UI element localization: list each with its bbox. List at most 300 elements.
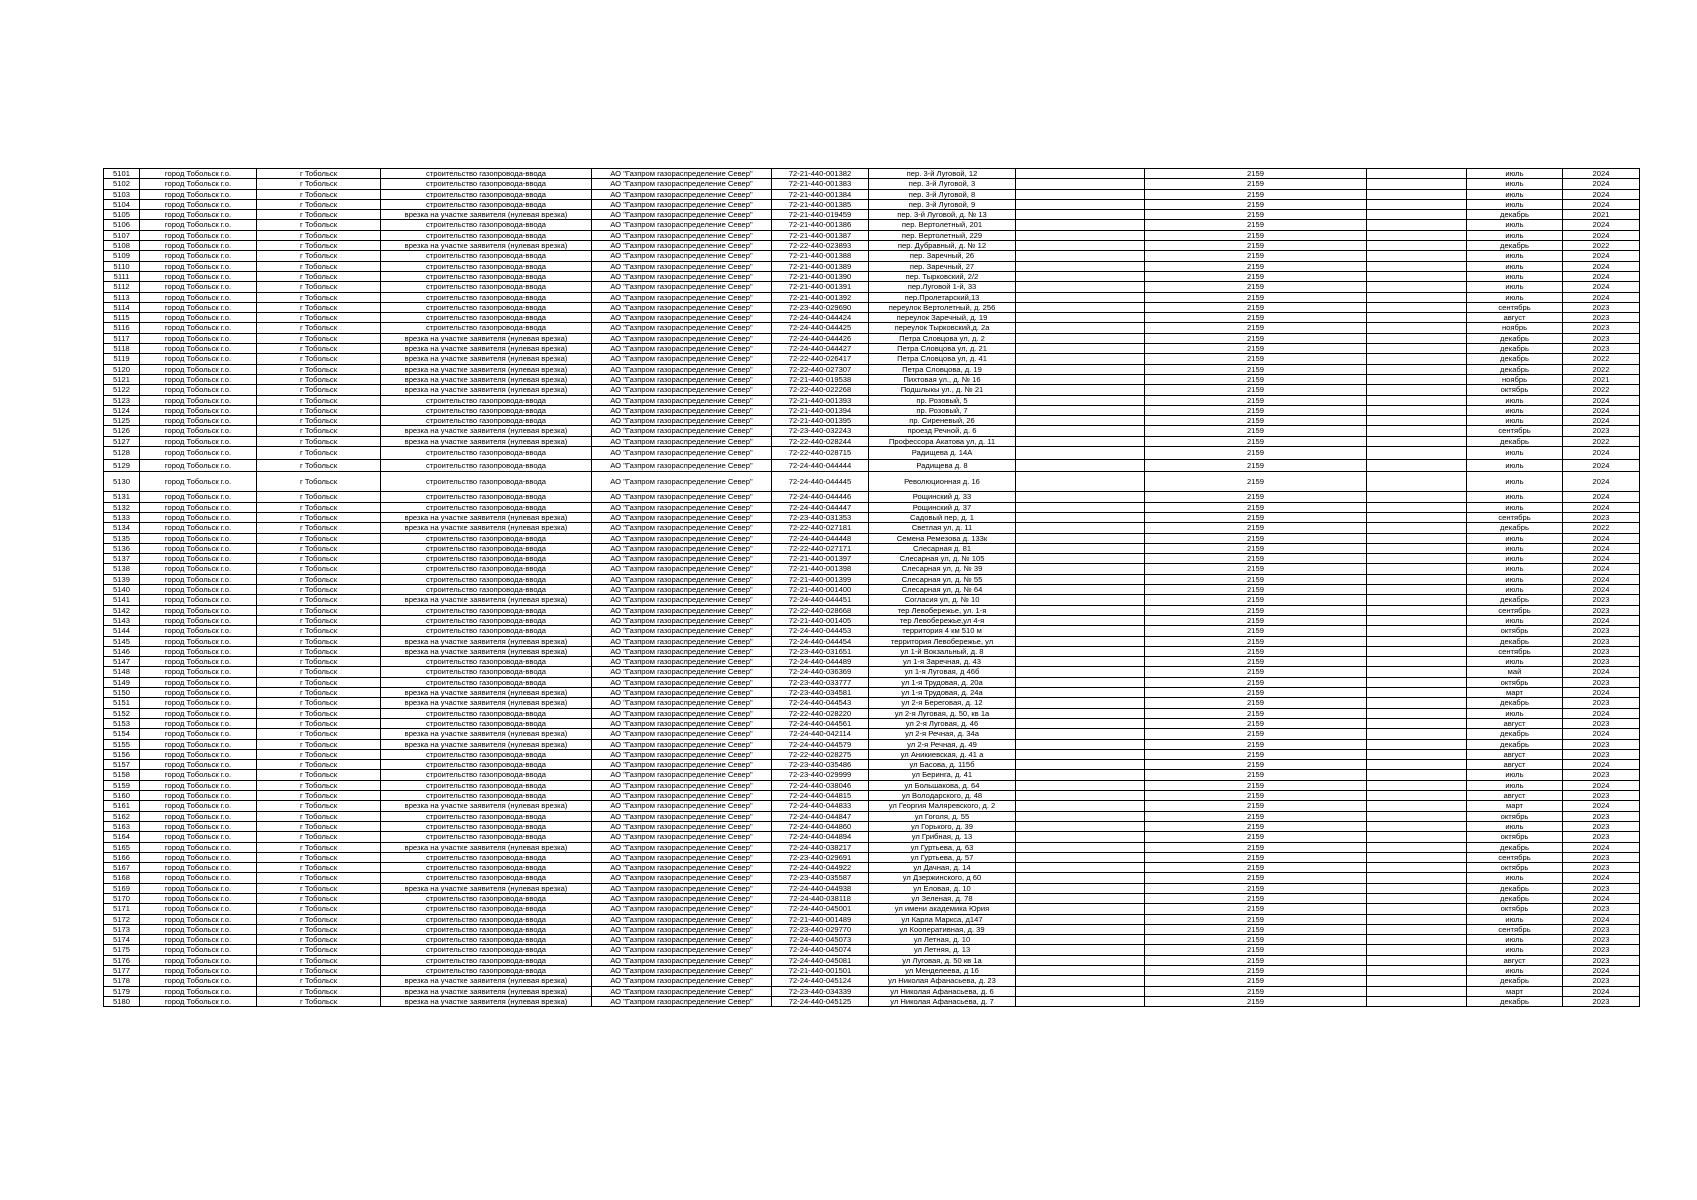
cell-year: 2023 (1563, 426, 1640, 436)
cell-row-number: 5178 (104, 976, 140, 986)
cell-year: 2023 (1563, 976, 1640, 986)
cell-row-number: 5114 (104, 302, 140, 312)
cell-code: 2159 (1145, 791, 1367, 801)
cell-settlement: г Тобольск (257, 811, 381, 821)
cell-code: 2159 (1145, 677, 1367, 687)
cell-work-type: врезка на участке заявителя (нулевая врезка) (381, 801, 592, 811)
cell-address: ул Аникиевская, д. 41 а (869, 749, 1016, 759)
cell-settlement: г Тобольск (257, 904, 381, 914)
cell-address: пер. Заречный, 26 (869, 251, 1016, 261)
cell-settlement: г Тобольск (257, 832, 381, 842)
cell-code: 2159 (1145, 574, 1367, 584)
cell-settlement: г Тобольск (257, 595, 381, 605)
cell-row-number: 5102 (104, 179, 140, 189)
table-row (104, 374, 1640, 384)
cell-row-number: 5180 (104, 996, 140, 1006)
cell-address: Петра Словцова, д. 19 (869, 364, 1016, 374)
cell-work-type: врезка на участке заявителя (нулевая врезка) (381, 354, 592, 364)
cell-year: 2024 (1563, 271, 1640, 281)
cell-address: ул Грибная, д. 13 (869, 832, 1016, 842)
cell-organization: АО "Газпром газораспределение Север" (592, 966, 772, 976)
cell-year: 2022 (1563, 523, 1640, 533)
cell-month: август (1467, 749, 1563, 759)
cell-empty-col (1016, 615, 1145, 625)
cell-row-number: 5137 (104, 554, 140, 564)
cell-row-number: 5145 (104, 636, 140, 646)
cell-year: 2024 (1563, 801, 1640, 811)
cell-settlement: г Тобольск (257, 513, 381, 523)
table-row (104, 405, 1640, 415)
cell-organization: АО "Газпром газораспределение Север" (592, 657, 772, 667)
cell-address: Светлая ул, д. 11 (869, 523, 1016, 533)
cell-work-type: строительство газопровода-ввода (381, 677, 592, 687)
cell-address: Радищева д. 14А (869, 447, 1016, 460)
cell-code: 2159 (1145, 513, 1367, 523)
cell-month: июль (1467, 395, 1563, 405)
cell-row-number: 5173 (104, 924, 140, 934)
cell-empty-col (1016, 405, 1145, 415)
cell-settlement: г Тобольск (257, 333, 381, 343)
cell-work-type: строительство газопровода-ввода (381, 169, 592, 179)
cell-municipality: город Тобольск г.о. (140, 364, 257, 374)
cell-empty-col-2 (1367, 533, 1467, 543)
cell-row-number: 5168 (104, 873, 140, 883)
cell-organization: АО "Газпром газораспределение Север" (592, 513, 772, 523)
cell-code: 2159 (1145, 935, 1367, 945)
cell-work-type: строительство газопровода-ввода (381, 261, 592, 271)
cell-empty-col (1016, 241, 1145, 251)
cell-month: декабрь (1467, 210, 1563, 220)
cell-month: июль (1467, 416, 1563, 426)
cell-municipality: город Тобольск г.о. (140, 502, 257, 512)
cell-organization: АО "Газпром газораспределение Север" (592, 821, 772, 831)
cell-work-type: строительство газопровода-ввода (381, 313, 592, 323)
cell-municipality: город Тобольск г.о. (140, 636, 257, 646)
table-row (104, 821, 1640, 831)
cell-empty-col-2 (1367, 189, 1467, 199)
cell-empty-col (1016, 282, 1145, 292)
cell-code: 2159 (1145, 945, 1367, 955)
cell-month: сентябрь (1467, 646, 1563, 656)
cell-organization: АО "Газпром газораспределение Север" (592, 426, 772, 436)
cell-empty-col (1016, 292, 1145, 302)
cell-month: июль (1467, 935, 1563, 945)
cell-work-type: строительство газопровода-ввода (381, 251, 592, 261)
cell-empty-col (1016, 502, 1145, 512)
cell-request-number: 72-24-440-044451 (772, 595, 869, 605)
table-row (104, 199, 1640, 209)
cell-row-number: 5104 (104, 199, 140, 209)
cell-empty-col (1016, 199, 1145, 209)
cell-address: пер. Вертолетный, 201 (869, 220, 1016, 230)
cell-work-type: строительство газопровода-ввода (381, 811, 592, 821)
cell-address: ул Гуртьева, д. 63 (869, 842, 1016, 852)
cell-address: ул Дачная, д. 14 (869, 863, 1016, 873)
cell-empty-col (1016, 698, 1145, 708)
cell-municipality: город Тобольск г.о. (140, 385, 257, 395)
cell-code: 2159 (1145, 169, 1367, 179)
cell-request-number: 72-21-440-001392 (772, 292, 869, 302)
cell-request-number: 72-21-440-001394 (772, 405, 869, 415)
cell-municipality: город Тобольск г.о. (140, 230, 257, 240)
table-row (104, 760, 1640, 770)
cell-row-number: 5101 (104, 169, 140, 179)
table-row (104, 626, 1640, 636)
cell-settlement: г Тобольск (257, 863, 381, 873)
cell-work-type: строительство газопровода-ввода (381, 821, 592, 831)
cell-organization: АО "Газпром газораспределение Север" (592, 302, 772, 312)
cell-empty-col (1016, 344, 1145, 354)
cell-code: 2159 (1145, 333, 1367, 343)
cell-empty-col (1016, 914, 1145, 924)
cell-year: 2024 (1563, 395, 1640, 405)
table-row (104, 770, 1640, 780)
cell-code: 2159 (1145, 646, 1367, 656)
cell-empty-col (1016, 533, 1145, 543)
cell-row-number: 5140 (104, 585, 140, 595)
cell-month: декабрь (1467, 636, 1563, 646)
cell-empty-col-2 (1367, 523, 1467, 533)
cell-year: 2024 (1563, 729, 1640, 739)
cell-code: 2159 (1145, 780, 1367, 790)
cell-empty-col-2 (1367, 935, 1467, 945)
cell-settlement: г Тобольск (257, 935, 381, 945)
cell-municipality: город Тобольск г.о. (140, 801, 257, 811)
cell-organization: АО "Газпром газораспределение Север" (592, 832, 772, 842)
cell-row-number: 5158 (104, 770, 140, 780)
cell-organization: АО "Газпром газораспределение Север" (592, 210, 772, 220)
cell-work-type: врезка на участке заявителя (нулевая врезка) (381, 976, 592, 986)
cell-code: 2159 (1145, 595, 1367, 605)
cell-year: 2024 (1563, 873, 1640, 883)
cell-work-type: врезка на участке заявителя (нулевая врезка) (381, 595, 592, 605)
table-row (104, 220, 1640, 230)
cell-municipality: город Тобольск г.о. (140, 533, 257, 543)
cell-request-number: 72-21-440-001400 (772, 585, 869, 595)
cell-request-number: 72-21-440-001397 (772, 554, 869, 564)
cell-request-number: 72-24-440-044561 (772, 718, 869, 728)
cell-settlement: г Тобольск (257, 230, 381, 240)
cell-request-number: 72-23-440-032243 (772, 426, 869, 436)
cell-empty-col-2 (1367, 852, 1467, 862)
cell-year: 2023 (1563, 333, 1640, 343)
cell-organization: АО "Газпром газораспределение Север" (592, 502, 772, 512)
cell-organization: АО "Газпром газораспределение Север" (592, 374, 772, 384)
cell-empty-col (1016, 513, 1145, 523)
cell-code: 2159 (1145, 852, 1367, 862)
cell-empty-col (1016, 791, 1145, 801)
cell-empty-col (1016, 708, 1145, 718)
cell-row-number: 5154 (104, 729, 140, 739)
cell-year: 2024 (1563, 502, 1640, 512)
cell-work-type: врезка на участке заявителя (нулевая врезка) (381, 646, 592, 656)
cell-request-number: 72-21-440-001398 (772, 564, 869, 574)
cell-month: июль (1467, 585, 1563, 595)
cell-settlement: г Тобольск (257, 271, 381, 281)
cell-municipality: город Тобольск г.о. (140, 605, 257, 615)
cell-settlement: г Тобольск (257, 543, 381, 553)
cell-settlement: г Тобольск (257, 585, 381, 595)
cell-row-number: 5127 (104, 436, 140, 446)
cell-municipality: город Тобольск г.о. (140, 405, 257, 415)
cell-municipality: город Тобольск г.о. (140, 395, 257, 405)
cell-year: 2023 (1563, 718, 1640, 728)
cell-empty-col-2 (1367, 426, 1467, 436)
cell-settlement: г Тобольск (257, 770, 381, 780)
cell-request-number: 72-24-440-045125 (772, 996, 869, 1006)
cell-empty-col-2 (1367, 986, 1467, 996)
cell-code: 2159 (1145, 863, 1367, 873)
table-row (104, 966, 1640, 976)
cell-organization: АО "Газпром газораспределение Север" (592, 492, 772, 502)
cell-row-number: 5172 (104, 914, 140, 924)
table-row (104, 893, 1640, 903)
table-row (104, 354, 1640, 364)
cell-request-number: 72-24-440-044543 (772, 698, 869, 708)
cell-empty-col (1016, 739, 1145, 749)
cell-organization: АО "Газпром газораспределение Север" (592, 313, 772, 323)
cell-municipality: город Тобольск г.о. (140, 811, 257, 821)
cell-month: декабрь (1467, 354, 1563, 364)
cell-settlement: г Тобольск (257, 426, 381, 436)
cell-organization: АО "Газпром газораспределение Север" (592, 842, 772, 852)
cell-settlement: г Тобольск (257, 554, 381, 564)
cell-municipality: город Тобольск г.о. (140, 344, 257, 354)
cell-empty-col (1016, 760, 1145, 770)
table-row (104, 385, 1640, 395)
cell-year: 2024 (1563, 251, 1640, 261)
cell-settlement: г Тобольск (257, 261, 381, 271)
cell-settlement: г Тобольск (257, 945, 381, 955)
cell-address: Петра Словцова ул, д. 41 (869, 354, 1016, 364)
cell-municipality: город Тобольск г.о. (140, 271, 257, 281)
cell-row-number: 5119 (104, 354, 140, 364)
cell-organization: АО "Газпром газораспределение Север" (592, 718, 772, 728)
cell-code: 2159 (1145, 199, 1367, 209)
cell-row-number: 5144 (104, 626, 140, 636)
cell-request-number: 72-21-440-019538 (772, 374, 869, 384)
cell-empty-col (1016, 564, 1145, 574)
table-row (104, 646, 1640, 656)
cell-empty-col (1016, 302, 1145, 312)
cell-settlement: г Тобольск (257, 791, 381, 801)
cell-row-number: 5110 (104, 261, 140, 271)
cell-month: июль (1467, 873, 1563, 883)
cell-year: 2023 (1563, 811, 1640, 821)
cell-year: 2023 (1563, 935, 1640, 945)
table-row (104, 811, 1640, 821)
cell-address: пер. Заречный, 27 (869, 261, 1016, 271)
cell-settlement: г Тобольск (257, 605, 381, 615)
cell-request-number: 72-23-440-035587 (772, 873, 869, 883)
cell-settlement: г Тобольск (257, 405, 381, 415)
cell-municipality: город Тобольск г.о. (140, 883, 257, 893)
cell-empty-col-2 (1367, 718, 1467, 728)
cell-municipality: город Тобольск г.о. (140, 780, 257, 790)
cell-month: март (1467, 688, 1563, 698)
cell-empty-col-2 (1367, 210, 1467, 220)
cell-year: 2023 (1563, 749, 1640, 759)
cell-work-type: врезка на участке заявителя (нулевая врезка) (381, 636, 592, 646)
cell-code: 2159 (1145, 605, 1367, 615)
table-row (104, 502, 1640, 512)
cell-work-type: строительство газопровода-ввода (381, 189, 592, 199)
cell-municipality: город Тобольск г.о. (140, 976, 257, 986)
cell-request-number: 72-21-440-001399 (772, 574, 869, 584)
cell-code: 2159 (1145, 210, 1367, 220)
cell-work-type: строительство газопровода-ввода (381, 780, 592, 790)
cell-empty-col-2 (1367, 564, 1467, 574)
cell-empty-col-2 (1367, 698, 1467, 708)
cell-request-number: 72-21-440-001382 (772, 169, 869, 179)
cell-year: 2024 (1563, 986, 1640, 996)
cell-organization: АО "Газпром газораспределение Север" (592, 636, 772, 646)
cell-organization: АО "Газпром газораспределение Север" (592, 688, 772, 698)
cell-request-number: 72-22-440-028244 (772, 436, 869, 446)
cell-organization: АО "Газпром газораспределение Север" (592, 770, 772, 780)
cell-row-number: 5128 (104, 447, 140, 460)
cell-work-type: строительство газопровода-ввода (381, 271, 592, 281)
cell-municipality: город Тобольск г.о. (140, 374, 257, 384)
cell-work-type: строительство газопровода-ввода (381, 893, 592, 903)
cell-month: декабрь (1467, 436, 1563, 446)
cell-empty-col (1016, 472, 1145, 492)
cell-code: 2159 (1145, 416, 1367, 426)
cell-organization: АО "Газпром газораспределение Север" (592, 292, 772, 302)
cell-work-type: строительство газопровода-ввода (381, 472, 592, 492)
cell-year: 2024 (1563, 220, 1640, 230)
cell-settlement: г Тобольск (257, 189, 381, 199)
cell-settlement: г Тобольск (257, 472, 381, 492)
cell-work-type: врезка на участке заявителя (нулевая врезка) (381, 374, 592, 384)
cell-month: август (1467, 955, 1563, 965)
cell-organization: АО "Газпром газораспределение Север" (592, 904, 772, 914)
table-row (104, 313, 1640, 323)
table-row (104, 395, 1640, 405)
cell-month: июль (1467, 657, 1563, 667)
table-row (104, 996, 1640, 1006)
cell-empty-col (1016, 873, 1145, 883)
table-row (104, 976, 1640, 986)
cell-month: июль (1467, 914, 1563, 924)
cell-request-number: 72-24-440-044444 (772, 459, 869, 472)
cell-work-type: строительство газопровода-ввода (381, 492, 592, 502)
cell-empty-col-2 (1367, 615, 1467, 625)
cell-month: август (1467, 718, 1563, 728)
cell-address: ул Зеленая, д. 78 (869, 893, 1016, 903)
spreadsheet-page (103, 168, 1640, 1007)
cell-year: 2024 (1563, 966, 1640, 976)
cell-empty-col (1016, 595, 1145, 605)
cell-work-type: строительство газопровода-ввода (381, 708, 592, 718)
cell-year: 2024 (1563, 472, 1640, 492)
cell-empty-col-2 (1367, 955, 1467, 965)
cell-code: 2159 (1145, 996, 1367, 1006)
cell-request-number: 72-24-440-042114 (772, 729, 869, 739)
cell-request-number: 72-22-440-023893 (772, 241, 869, 251)
cell-settlement: г Тобольск (257, 344, 381, 354)
cell-year: 2024 (1563, 914, 1640, 924)
cell-address: ул 1-я Трудовая, д. 24а (869, 688, 1016, 698)
cell-work-type: строительство газопровода-ввода (381, 935, 592, 945)
cell-request-number: 72-24-440-044833 (772, 801, 869, 811)
cell-address: пр. Розовый, 7 (869, 405, 1016, 415)
cell-settlement: г Тобольск (257, 821, 381, 831)
cell-address: пер. 3-й Луговой, 12 (869, 169, 1016, 179)
cell-empty-col (1016, 323, 1145, 333)
cell-request-number: 72-24-440-044815 (772, 791, 869, 801)
cell-address: ул Горького, д. 39 (869, 821, 1016, 831)
cell-address: ул Володарского, д. 48 (869, 791, 1016, 801)
cell-address: пер. Вертолетный, 229 (869, 230, 1016, 240)
cell-month: март (1467, 801, 1563, 811)
cell-month: июль (1467, 615, 1563, 625)
cell-address: ул 1-я Трудовая, д. 20а (869, 677, 1016, 687)
cell-empty-col (1016, 893, 1145, 903)
table-row (104, 292, 1640, 302)
cell-work-type: врезка на участке заявителя (нулевая врезка) (381, 996, 592, 1006)
gasification-table (103, 168, 1640, 1007)
cell-settlement: г Тобольск (257, 615, 381, 625)
cell-month: июль (1467, 966, 1563, 976)
cell-organization: АО "Газпром газораспределение Север" (592, 323, 772, 333)
cell-empty-col-2 (1367, 169, 1467, 179)
cell-address: пер.Пролетарский,13 (869, 292, 1016, 302)
cell-organization: АО "Газпром газораспределение Север" (592, 801, 772, 811)
table-row (104, 729, 1640, 739)
cell-row-number: 5136 (104, 543, 140, 553)
cell-row-number: 5108 (104, 241, 140, 251)
cell-work-type: врезка на участке заявителя (нулевая врезка) (381, 729, 592, 739)
cell-code: 2159 (1145, 708, 1367, 718)
cell-organization: АО "Газпром газораспределение Север" (592, 914, 772, 924)
cell-empty-col (1016, 333, 1145, 343)
cell-municipality: город Тобольск г.о. (140, 924, 257, 934)
table-row (104, 574, 1640, 584)
cell-settlement: г Тобольск (257, 179, 381, 189)
cell-empty-col-2 (1367, 271, 1467, 281)
cell-work-type: строительство газопровода-ввода (381, 230, 592, 240)
cell-month: сентябрь (1467, 605, 1563, 615)
cell-code: 2159 (1145, 502, 1367, 512)
cell-empty-col-2 (1367, 230, 1467, 240)
cell-month: июль (1467, 564, 1563, 574)
cell-organization: АО "Газпром газораспределение Север" (592, 595, 772, 605)
cell-row-number: 5123 (104, 395, 140, 405)
cell-month: октябрь (1467, 811, 1563, 821)
cell-work-type: строительство газопровода-ввода (381, 199, 592, 209)
cell-row-number: 5106 (104, 220, 140, 230)
cell-request-number: 72-22-440-028275 (772, 749, 869, 759)
cell-month: июль (1467, 199, 1563, 209)
cell-municipality: город Тобольск г.о. (140, 492, 257, 502)
cell-work-type: строительство газопровода-ввода (381, 405, 592, 415)
cell-empty-col (1016, 832, 1145, 842)
cell-organization: АО "Газпром газораспределение Север" (592, 220, 772, 230)
cell-request-number: 72-23-440-031651 (772, 646, 869, 656)
table-row (104, 416, 1640, 426)
cell-empty-col-2 (1367, 832, 1467, 842)
cell-year: 2023 (1563, 945, 1640, 955)
cell-row-number: 5169 (104, 883, 140, 893)
cell-month: июль (1467, 472, 1563, 492)
cell-year: 2023 (1563, 996, 1640, 1006)
cell-municipality: город Тобольск г.о. (140, 169, 257, 179)
cell-work-type: строительство газопровода-ввода (381, 749, 592, 759)
cell-code: 2159 (1145, 282, 1367, 292)
cell-work-type: строительство газопровода-ввода (381, 770, 592, 780)
cell-row-number: 5171 (104, 904, 140, 914)
